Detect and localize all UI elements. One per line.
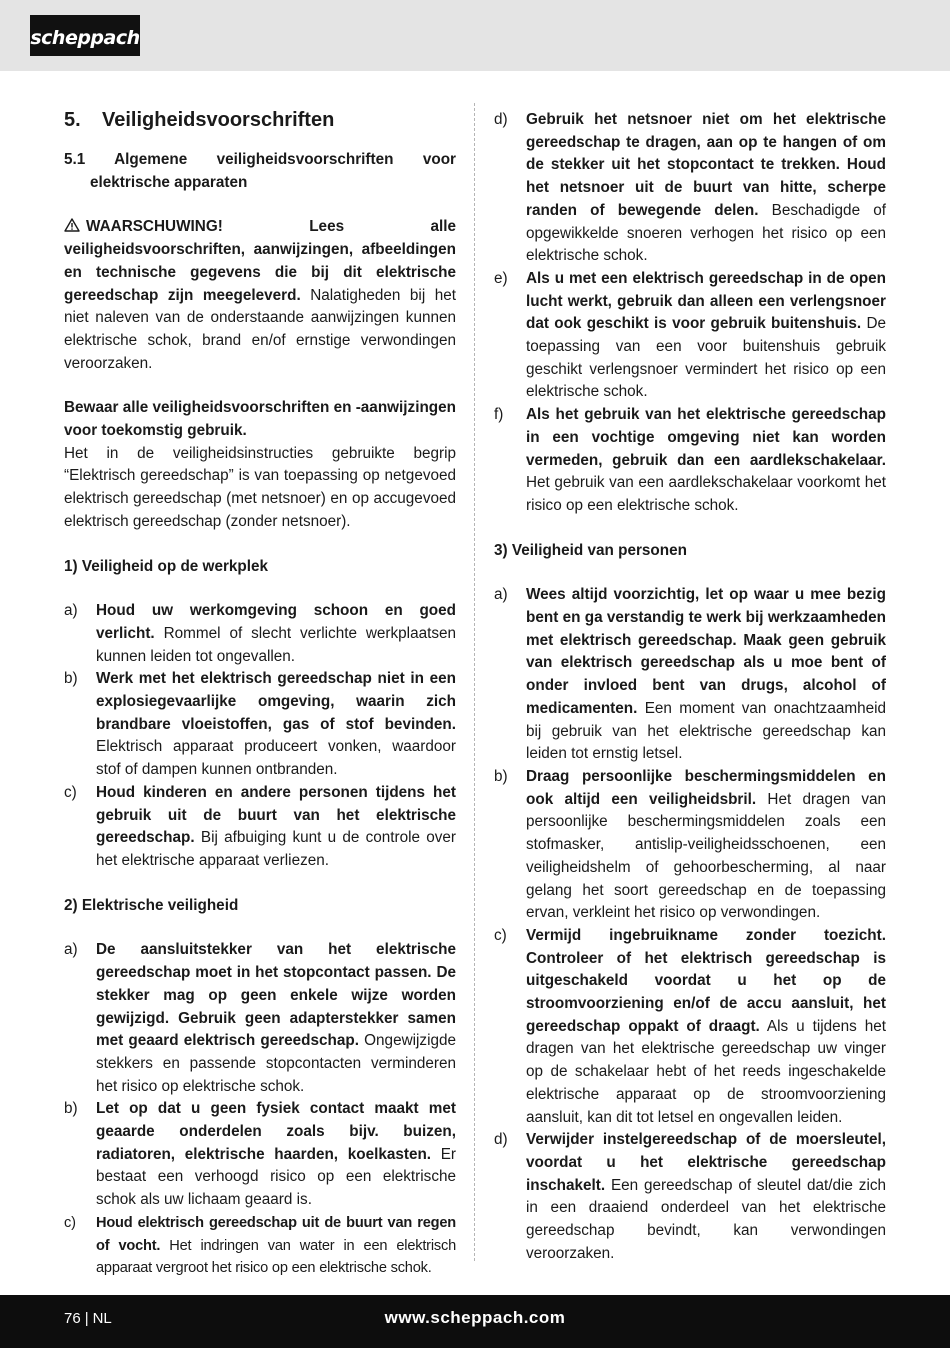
- list-item: a) Wees altijd voorzichtig, let op waar u mee bezig bent en ga verstandig te werk bij werkzaamheden met elektrisch gereedschap. Maak geen gebruik van elektrisch gereedschap als u moe bent of onder invloed bent van drugs, alcohol of medicamenten. Een moment van onachtzaamheid bij gebruik van het elektrische gereedschap kan leiden tot ernstig letsel.: [494, 586, 886, 763]
- list-item: d) Verwijder instelgereedschap of de moersleutel, voordat u het elektrische gereedschap inschakelt. Een gereedschap of sleutel dat/die zich in een draaiend onderdeel van het elektrische gereedschap bevindt, kan verwondingen veroorzaken.: [494, 1131, 886, 1262]
- list-item: c) Houd elektrisch gereedschap uit de buurt van regen of vocht. Het indringen van water in een elektrisch apparaat vergroot het risico op een elektrische schok.: [64, 1214, 456, 1277]
- list-item: a) Houd uw werkomgeving schoon en goed verlicht. Rommel of slecht verlichte werkplaatsen kunnen leiden tot ongevallen.: [64, 602, 456, 665]
- list-item: b) Werk met het elektrisch gereedschap niet in een explosiegevaarlijke omgeving, waarin zich brandbare vloeistoffen, gas of stof bevinden. Elektrisch apparaat produceert vonken, waardoor stof of dampen kunnen ontbranden.: [64, 670, 456, 779]
- personal-safety-list: [494, 584, 886, 1265]
- list-item: c) Houd kinderen en andere personen tijdens het gebruik uit de buurt van het elektrische gereedschap. Bij afbuiging kunt u de controle over het elektrische apparaat verliezen.: [64, 783, 456, 869]
- electrical-safety-list-continued: [494, 109, 886, 518]
- warning-paragraph: WAARSCHUWING! Lees alle veiligheidsvoorschriften, aanwijzingen, afbeeldingen en technische gegevens die bij dit elektrische gereedschap zijn meegeleverd. Nalatigheden bij het niet naleven van de onderstaande aanwijzingen kunnen elektrische schok, brand en/of ernstige verwondingen veroorzaken.: [64, 218, 457, 372]
- workplace-safety-heading: 1) Veiligheid op de werkplek: [64, 557, 269, 575]
- right-column: [494, 109, 886, 1265]
- electrical-safety-list: [64, 939, 456, 1280]
- list-item: c) Vermijd ingebruikname zonder toezicht. Controleer of het elektrisch gereedschap is uitgeschakeld voordat u het op de stroomvoorziening en/of de accu aansluit, het gereedschap oppakt of draagt. Als u tijdens het dragen van het elektrische gereedschap uw vinger op de schakelaar hebt of het reeds ingeschakelde elektrische apparaat op de stroomvoorziening aansluit, kan dit tot letsel en ongevallen leiden.: [494, 926, 887, 1126]
- list-item: e) Als u met een elektrisch gereedschap in de open lucht werkt, gebruik dan alleen een verlengsnoer dat ook geschikt is voor gebruik buitenshuis. De toepassing van een voor buitenshuis gebruik geschikt verlengsnoer vermindert het risico op een elektrische schok.: [494, 269, 887, 401]
- list-item: f) Als het gebruik van het elektrische gereedschap in een vochtige omgeving niet kan worden vermeden, gebruik dan een aardlekschakelaar. Het gebruik van een aardlekschakelaar voorkomt het risico op een elektrische schok.: [494, 406, 886, 514]
- workplace-safety-list: [64, 600, 456, 872]
- personal-safety-heading: 3) Veiligheid van personen: [494, 541, 687, 559]
- subsection-5-1-heading: 5.1 Algemene veiligheidsvoorschriften voor elektrische apparaten: [64, 151, 456, 191]
- svg-text:scheppach: scheppach: [30, 27, 140, 49]
- list-item: b) Let op dat u geen fysiek contact maakt met geaarde onderdelen zoals bijv. buizen, radiatoren, elektrische haarden, koelkasten. Er bestaat een verhoogd risico op een elektrische schok als uw lichaam geaard is.: [64, 1100, 456, 1209]
- electrical-safety-heading: 2) Elektrische veiligheid: [64, 896, 239, 914]
- scheppach-logo: [30, 15, 140, 56]
- keep-instructions-paragraph: Bewaar alle veiligheidsvoorschriften en -aanwijzingen voor toekomstig gebruik. Het in de veiligheidsinstructies gebruikte begrip “Elektrisch gereedschap” is van toepassing op netgevoed elektrisch gereedschap (met netsnoer) en op accugevoed elektrisch gereedschap (zonder netsnoer).: [64, 399, 456, 530]
- warning-triangle-icon: [64, 217, 80, 231]
- page-footer: [0, 1295, 950, 1348]
- page-header: [0, 0, 950, 71]
- page-number: 76 | NL: [64, 1310, 112, 1327]
- section-heading: 5. Veiligheidsvoorschriften: [64, 109, 335, 131]
- website-url[interactable]: www.scheppach.com: [384, 1308, 566, 1327]
- column-divider: [474, 103, 475, 1261]
- left-column: [64, 105, 456, 1280]
- list-item: b) Draag persoonlijke beschermingsmiddelen en ook altijd een veiligheidsbril. Het dragen van persoonlijke beschermingsmiddelen zoals een stofmasker, antislip-veiligheidsschoenen, een veiligheidshelm of gehoorbescherming, al naar gelang het soort gereedschap en de toepassing ervan, verkleint het risico op verwondingen.: [494, 767, 886, 922]
- list-item: a) De aansluitstekker van het elektrische gereedschap moet in het stopcontact passen. De stekker mag op geen enkele wijze worden gewijzigd. Gebruik geen adapterstekker samen met geaard elektrisch gereedschap. Ongewijzigde stekkers en passende stopcontacten verminderen het risico op elektrische schok.: [64, 941, 456, 1095]
- list-item: d) Gebruik het netsnoer niet om het elektrische gereedschap te dragen, aan op te hangen of om de stekker uit het stopcontact te trekken. Houd het netsnoer uit de buurt van hitte, scherpe randen of bewegende delen. Beschadigde of opgewikkelde snoeren verhogen het risico op een elektrische schok.: [494, 111, 886, 265]
